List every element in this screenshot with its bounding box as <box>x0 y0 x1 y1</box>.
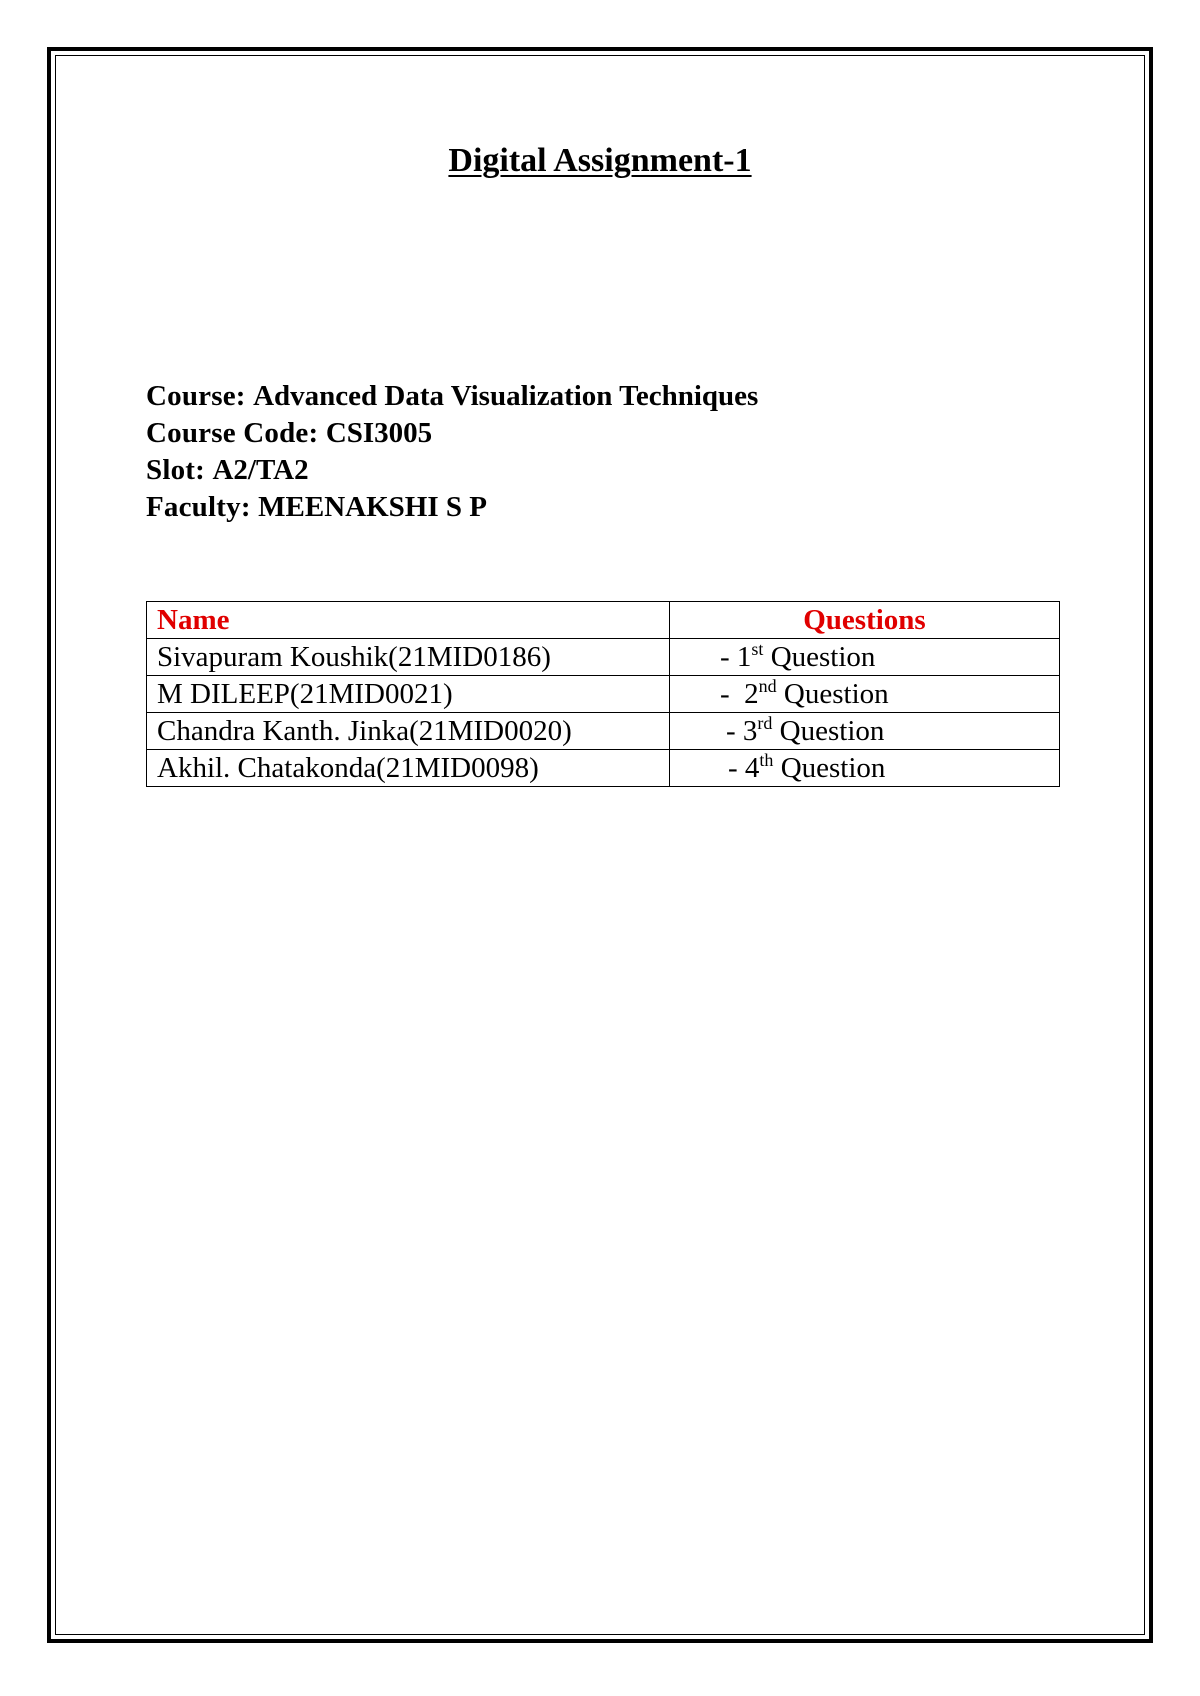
course-info <box>146 378 758 526</box>
table-row <box>147 750 1060 787</box>
question-text: Question <box>773 751 886 784</box>
members-table <box>146 601 1060 787</box>
question-text: Question <box>772 714 885 747</box>
question-ordinal: nd <box>758 675 777 696</box>
table-row <box>147 676 1060 713</box>
document-title-text: Digital Assignment-1 <box>448 142 752 179</box>
header-name: Name <box>147 602 670 639</box>
question-text: Question <box>763 640 876 673</box>
question-ordinal: st <box>751 638 764 659</box>
document-title <box>0 142 1200 180</box>
course-code-value: CSI3005 <box>325 417 433 449</box>
question-text: Question <box>776 677 889 710</box>
question-prefix: - 2 <box>720 677 759 710</box>
question-ordinal: th <box>759 749 774 770</box>
faculty-line <box>146 489 758 526</box>
course-code-line <box>146 415 758 452</box>
table-row <box>147 639 1060 676</box>
member-name: Akhil. Chatakonda(21MID0098) <box>147 750 670 787</box>
slot-line <box>146 452 758 489</box>
course-value: Advanced Data Visualization Techniques <box>253 380 759 412</box>
member-name: M DILEEP(21MID0021) <box>147 676 670 713</box>
question-prefix: - 4 <box>728 751 760 784</box>
course-label: Course: <box>146 380 254 412</box>
table-header-row <box>147 602 1060 639</box>
slot-label: Slot: <box>146 454 213 486</box>
faculty-value: MEENAKSHI S P <box>258 491 487 523</box>
member-question <box>670 676 1060 713</box>
page-border-inner <box>55 55 1145 1635</box>
faculty-label: Faculty: <box>146 491 259 523</box>
course-code-label: Course Code: <box>146 417 326 449</box>
member-question <box>670 713 1060 750</box>
header-questions: Questions <box>670 602 1060 639</box>
course-line <box>146 378 758 415</box>
member-question <box>670 639 1060 676</box>
slot-value: A2/TA2 <box>212 454 309 486</box>
member-name: Sivapuram Koushik(21MID0186) <box>147 639 670 676</box>
table-row <box>147 713 1060 750</box>
question-prefix: - 3 <box>726 714 758 747</box>
question-prefix: - 1 <box>720 640 752 673</box>
question-ordinal: rd <box>757 712 773 733</box>
member-question <box>670 750 1060 787</box>
member-name: Chandra Kanth. Jinka(21MID0020) <box>147 713 670 750</box>
